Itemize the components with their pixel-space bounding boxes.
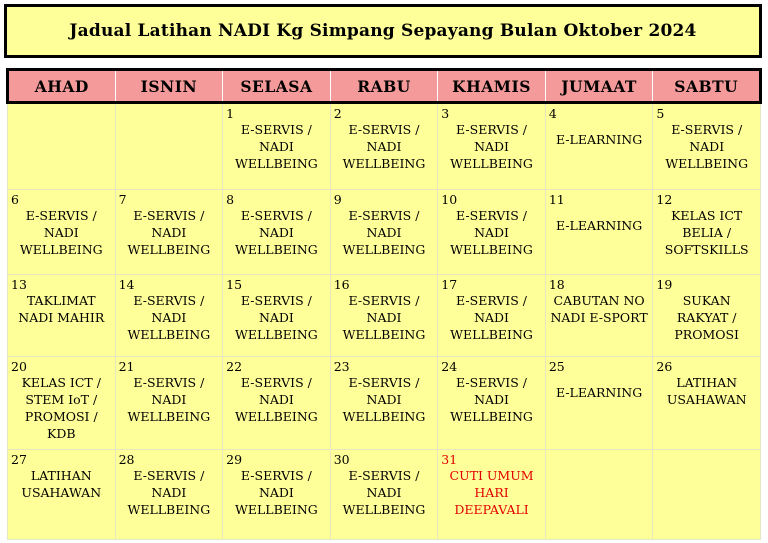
day-number: 10	[441, 191, 458, 207]
day-number: 27	[11, 452, 27, 468]
activity-label: E-LEARNING	[555, 384, 643, 400]
activity-label: E-SERVIS / NADI WELLBEING	[235, 293, 318, 343]
holiday-label: CUTI UMUM HARI DEEPAVALI	[449, 468, 534, 518]
calendar-day-cell	[330, 189, 438, 275]
activity-label: E-LEARNING	[555, 217, 643, 233]
activity-label: E-SERVIS / NADI WELLBEING	[665, 122, 749, 171]
activity-label: E-SERVIS / NADI WELLBEING	[127, 468, 211, 518]
day-number: 12	[656, 191, 673, 207]
activity-label: E-SERVIS / NADI WELLBEING	[127, 374, 211, 424]
calendar-day-cell	[8, 450, 116, 540]
day-number: 20	[11, 358, 27, 374]
day-number: 19	[656, 277, 673, 293]
title-banner	[4, 4, 762, 58]
day-number: 22	[226, 358, 243, 374]
calendar-day-cell	[438, 275, 546, 357]
activity-label: LATIHAN USAHAWAN	[666, 374, 747, 407]
weekday-header: KHAMIS	[438, 70, 546, 103]
day-number: 3	[441, 106, 450, 121]
calendar-week-row	[8, 189, 761, 275]
calendar-day-cell	[115, 450, 223, 540]
day-number: 2	[333, 106, 342, 121]
calendar-day-cell	[115, 275, 223, 357]
activity-label: LATIHAN USAHAWAN	[21, 468, 102, 501]
day-number: 18	[548, 277, 565, 293]
day-number: 23	[333, 358, 350, 374]
weekday-header: JUMAAT	[545, 70, 653, 103]
weekday-header: ISNIN	[115, 70, 223, 103]
day-number: 4	[548, 106, 557, 121]
calendar-empty-cell	[653, 450, 761, 540]
calendar-day-cell	[653, 356, 761, 450]
day-number: 31	[441, 452, 458, 468]
day-number: 17	[441, 277, 458, 293]
calendar-table	[6, 68, 762, 540]
calendar-day-cell	[330, 450, 438, 540]
day-number: 8	[226, 191, 235, 207]
calendar-day-cell	[438, 103, 546, 190]
day-number	[11, 106, 112, 121]
day-number: 5	[656, 106, 665, 121]
day-number: 7	[118, 191, 127, 207]
activity-label: E-SERVIS / NADI WELLBEING	[342, 293, 426, 343]
calendar-day-cell	[438, 450, 546, 540]
day-number	[549, 452, 650, 467]
activity-label: E-SERVIS / NADI WELLBEING	[235, 468, 318, 518]
calendar-day-cell	[8, 189, 116, 275]
activity-label: E-SERVIS / NADI WELLBEING	[127, 207, 211, 257]
activity-label: E-SERVIS / NADI WELLBEING	[235, 122, 318, 171]
activity-label: SUKAN RAKYAT / PROMOSI	[674, 293, 739, 343]
calendar-empty-cell	[115, 103, 223, 190]
activity-label: KELAS ICT BELIA / SOFTSKILLS	[664, 207, 749, 257]
day-number: 6	[11, 191, 19, 207]
calendar-day-cell	[223, 189, 331, 275]
activity-label: E-SERVIS / NADI WELLBEING	[450, 293, 533, 343]
weekday-header: AHAD	[8, 70, 116, 103]
calendar-day-cell	[8, 275, 116, 357]
day-number: 21	[118, 358, 135, 374]
day-number: 1	[226, 106, 235, 121]
day-number: 29	[226, 452, 243, 468]
activity-label: E-SERVIS / NADI WELLBEING	[450, 207, 533, 257]
day-number: 14	[118, 277, 135, 293]
day-number: 13	[11, 277, 27, 293]
day-number: 24	[441, 358, 458, 374]
day-number: 9	[333, 191, 342, 207]
weekday-header-row	[8, 70, 761, 103]
calendar-day-cell	[330, 103, 438, 190]
calendar-day-cell	[330, 356, 438, 450]
calendar-day-cell	[545, 103, 653, 190]
activity-label: E-SERVIS / NADI WELLBEING	[342, 207, 426, 257]
activity-label: E-SERVIS / NADI WELLBEING	[342, 122, 426, 171]
calendar-body	[8, 103, 761, 540]
activity-label: E-SERVIS / NADI WELLBEING	[19, 207, 103, 257]
calendar-week-row	[8, 275, 761, 357]
calendar-week-row	[8, 103, 761, 190]
calendar-day-cell	[115, 189, 223, 275]
calendar-week-row	[8, 356, 761, 450]
day-number: 11	[548, 191, 565, 207]
day-number: 26	[656, 358, 673, 374]
calendar-day-cell	[115, 356, 223, 450]
calendar-empty-cell	[545, 450, 653, 540]
calendar-day-cell	[330, 275, 438, 357]
calendar-day-cell	[545, 189, 653, 275]
activity-label: E-SERVIS / NADI WELLBEING	[342, 468, 426, 518]
calendar-day-cell	[653, 189, 761, 275]
day-number	[119, 106, 220, 121]
activity-label: E-SERVIS / NADI WELLBEING	[450, 122, 533, 171]
calendar-day-cell	[545, 275, 653, 357]
day-number: 25	[548, 358, 565, 374]
activity-label: E-LEARNING	[555, 132, 643, 147]
calendar-day-cell	[545, 356, 653, 450]
calendar-week-row	[8, 450, 761, 540]
activity-label: CABUTAN NO NADI E-SPORT	[550, 293, 648, 326]
calendar-day-cell	[438, 189, 546, 275]
day-number: 28	[118, 452, 135, 468]
activity-label: E-SERVIS / NADI WELLBEING	[450, 374, 533, 424]
calendar-day-cell	[223, 356, 331, 450]
calendar-day-cell	[8, 356, 116, 450]
weekday-header: SELASA	[223, 70, 331, 103]
calendar-day-cell	[653, 275, 761, 357]
activity-label: TAKLIMAT NADI MAHIR	[18, 293, 105, 326]
calendar-day-cell	[223, 103, 331, 190]
weekday-header: RABU	[330, 70, 438, 103]
calendar-day-cell	[438, 356, 546, 450]
calendar-day-cell	[223, 450, 331, 540]
day-number	[656, 452, 757, 467]
activity-label: E-SERVIS / NADI WELLBEING	[342, 374, 426, 424]
activity-label: E-SERVIS / NADI WELLBEING	[235, 207, 318, 257]
calendar-empty-cell	[8, 103, 116, 190]
day-number: 16	[333, 277, 350, 293]
weekday-header: SABTU	[653, 70, 761, 103]
activity-label: E-SERVIS / NADI WELLBEING	[127, 293, 211, 343]
activity-label: KELAS ICT / STEM IoT / PROMOSI / KDB	[21, 374, 101, 441]
calendar-day-cell	[653, 103, 761, 190]
day-number: 15	[226, 277, 243, 293]
page-title: Jadual Latihan NADI Kg Simpang Sepayang Bulan Oktober 2024	[69, 21, 697, 41]
calendar-day-cell	[223, 275, 331, 357]
day-number: 30	[333, 452, 350, 468]
activity-label: E-SERVIS / NADI WELLBEING	[235, 374, 318, 424]
